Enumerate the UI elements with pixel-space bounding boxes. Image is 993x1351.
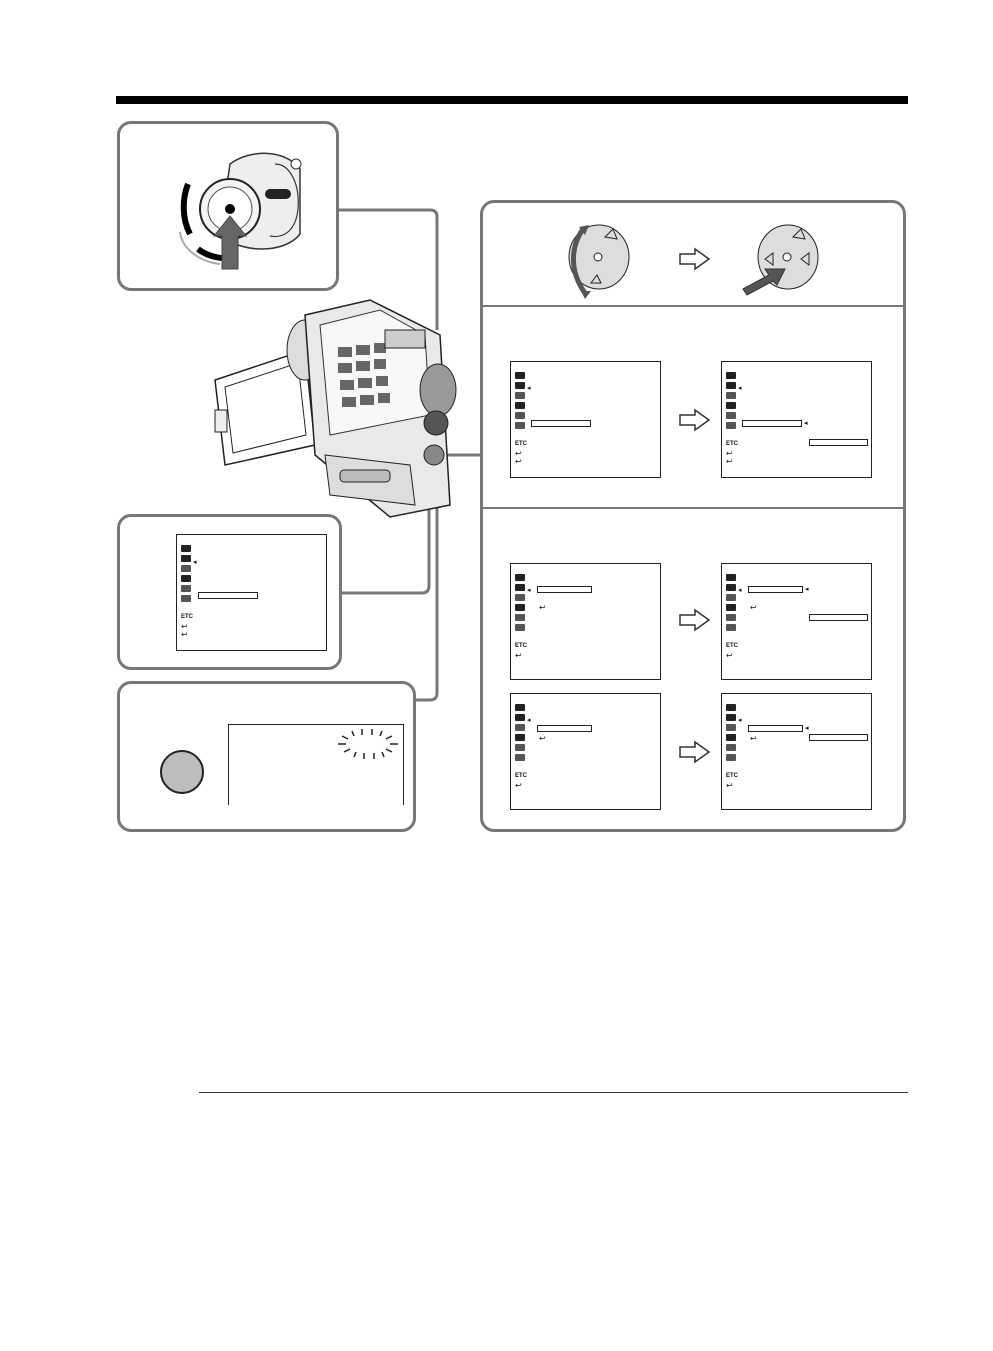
playback-icon [515,392,525,399]
return-icon: ↩ ↩ [726,449,733,466]
submenu-cursor: ◂ [804,419,808,427]
lcd-icon [515,604,525,611]
submenu-return-icon: ↩ [539,734,546,743]
submenu-highlight-box [809,439,868,446]
lcd-icon [726,734,736,741]
control-button-turn-icon[interactable] [561,219,631,299]
menu-screen [176,534,327,651]
playback-icon [181,565,191,572]
camera-icon [515,372,525,379]
highlight-box [748,586,803,593]
menu-cursor: ◂ [527,384,531,392]
outline-right-arrow-icon [679,248,711,270]
playback-icon [726,724,736,731]
playback-icon [726,594,736,601]
setup-icon [515,754,525,761]
memory-icon [515,584,525,591]
highlight-box [198,592,258,599]
highlight-box [742,420,802,427]
highlight-box [748,725,803,732]
tape-icon [726,412,736,419]
setup-icon [515,624,525,631]
playback-icon [515,724,525,731]
memory-icon [726,584,736,591]
highlight-box [537,586,592,593]
menu-cursor: ◂ [738,384,742,392]
memory-icon [726,382,736,389]
menu-screen-a2 [721,361,872,478]
round-button-icon [160,750,204,794]
lcd-icon [515,402,525,409]
submenu-highlight-box [809,734,868,741]
menu-screen-a1 [510,361,661,478]
return-icon: ↩ [726,651,733,660]
setup-icon [726,624,736,631]
etc-label: ETC [726,643,738,649]
outline-right-arrow-icon [679,741,711,763]
menu-screen-b1 [510,563,661,680]
etc-label: ETC [515,773,527,779]
memory-icon [515,714,525,721]
etc-label: ETC [515,441,527,447]
outline-right-arrow-icon [679,609,711,631]
highlight-box [537,725,592,732]
menu-cursor: ◂ [527,716,531,724]
setup-icon [181,595,191,602]
etc-label: ETC [726,773,738,779]
outline-right-arrow-icon [679,409,711,431]
submenu-cursor: ◂ [805,724,809,732]
section-divider-2 [483,507,903,509]
panel-indicator [117,681,416,832]
etc-label: ETC [515,643,527,649]
submenu-return-icon: ↩ [539,603,546,612]
return-icon: ↩ ↩ [515,449,522,466]
menu-cursor: ◂ [738,586,742,594]
submenu-highlight-box [809,614,868,621]
camera-icon [726,574,736,581]
submenu-return-icon: ↩ [750,603,757,612]
camcorder-icon [210,295,470,525]
lcd-icon [726,402,736,409]
menu-cursor: ◂ [193,558,197,566]
tape-icon [726,744,736,751]
submenu-return-icon: ↩ [750,734,757,743]
camera-icon [181,545,191,552]
panel-operation-steps [480,200,906,832]
memory-icon [726,714,736,721]
section-divider-1 [483,305,903,307]
tape-icon [515,614,525,621]
tape-icon [515,412,525,419]
camera-icon [515,704,525,711]
return-icon: ↩ [515,651,522,660]
blinking-indicator-icon [332,726,412,766]
highlight-box [531,420,591,427]
menu-screen-b2 [721,563,872,680]
bottom-rule [199,1092,908,1093]
camera-icon [726,372,736,379]
lcd-icon [726,604,736,611]
menu-screen-c2 [721,693,872,810]
playback-icon [515,594,525,601]
etc-label: ETC [181,614,193,620]
setup-icon [515,422,525,429]
playback-icon [726,392,736,399]
menu-screen-c1 [510,693,661,810]
panel-menu-screen [117,514,342,670]
menu-cursor: ◂ [527,586,531,594]
memory-icon [515,382,525,389]
tape-icon [515,744,525,751]
return-icon: ↩ [726,781,733,790]
setup-icon [726,754,736,761]
tape-icon [181,585,191,592]
setup-icon [726,422,736,429]
return-icon: ↩ ↩ [181,622,188,639]
lcd-icon [515,734,525,741]
camera-icon [726,704,736,711]
camera-icon [515,574,525,581]
tape-icon [726,614,736,621]
lcd-icon [181,575,191,582]
etc-label: ETC [726,441,738,447]
menu-cursor: ◂ [738,716,742,724]
submenu-cursor: ◂ [805,585,809,593]
return-icon: ↩ [515,781,522,790]
memory-icon [181,555,191,562]
control-button-press-icon[interactable] [743,219,823,299]
